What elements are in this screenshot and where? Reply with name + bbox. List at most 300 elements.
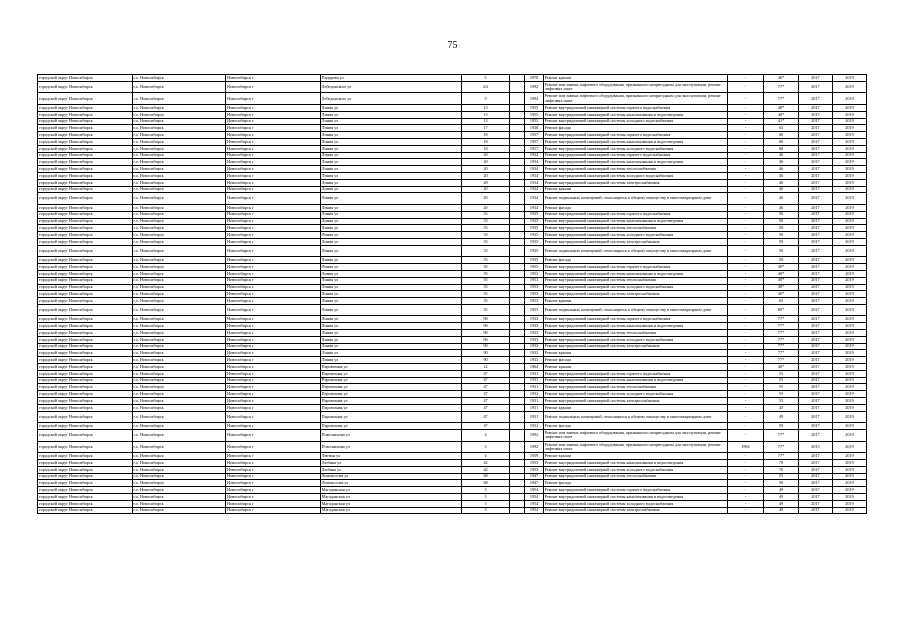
street-cell: Паровозная ул [320,398,462,405]
wear-percent-cell: 50 [764,232,799,239]
housing-cell [509,232,525,239]
last-repair-cell: - [727,245,763,257]
settlement-cell: г.о. Новосибирск [132,111,226,118]
street-cell: Линия ул [320,204,462,211]
table-row [38,284,867,291]
house-number-cell: 35 [462,291,509,298]
locality-cell: Новосибирск г [226,480,321,487]
period-start-cell: 2017 [798,225,832,232]
house-number-cell: 4 [462,453,509,460]
last-repair-cell: - [727,411,763,423]
table-row [38,179,867,186]
house-number-cell: 33 [462,238,509,245]
wear-percent-cell: 40* [764,284,799,291]
municipality-cell: городской округ Новосибирск [38,125,133,132]
street-cell: Линия ул [320,357,462,364]
housing-cell [509,75,525,82]
settlement-cell: г.о. Новосибирск [132,507,226,514]
municipality-cell: городской округ Новосибирск [38,404,133,411]
housing-cell [509,111,525,118]
last-repair-cell: - [727,494,763,501]
housing-cell [509,138,525,145]
housing-cell [509,404,525,411]
last-repair-cell: - [727,370,763,377]
period-start-cell: 2017 [798,204,832,211]
period-start-cell: 2017 [798,411,832,423]
house-number-cell: 20 [462,193,509,205]
municipality-cell: городской округ Новосибирск [38,298,133,305]
work-type-cell: Ремонт фасада [543,480,727,487]
period-start-cell: 2017 [798,245,832,257]
housing-cell [509,507,525,514]
municipality-cell: городской округ Новосибирск [38,75,133,82]
period-end-cell: 2019 [832,232,866,239]
work-type-cell: Ремонт внутридомовой инженерной системы канализования и водоотведения [543,377,727,384]
settlement-cell: г.о. Новосибирск [132,166,226,173]
last-repair-cell: - [727,304,763,316]
house-number-cell: 68 [462,473,509,480]
period-end-cell: 2019 [832,364,866,371]
period-start-cell: 2017 [798,93,832,105]
work-type-cell: Ремонт или замена лифтового оборудования, признанного непригодным для эксплуатации, ремонт лифтовых шахт [543,93,727,105]
locality-cell: Новосибирск г [226,466,321,473]
last-repair-cell: - [727,132,763,139]
work-type-cell: Ремонт крыши [543,298,727,305]
municipality-cell: городской округ Новосибирск [38,118,133,125]
housing-cell [509,186,525,193]
settlement-cell: г.о. Новосибирск [132,411,226,423]
period-end-cell: 2019 [832,291,866,298]
work-type-cell: Ремонт внутридомовой инженерной системы теплоснабжения [543,277,727,284]
municipality-cell: городской округ Новосибирск [38,507,133,514]
table-row [38,473,867,480]
house-number-cell: 20 [462,179,509,186]
street-cell: Лебединского ул [320,81,462,93]
municipality-cell: городской округ Новосибирск [38,398,133,405]
period-end-cell: 2019 [832,270,866,277]
wear-percent-cell: 41* [764,118,799,125]
last-repair-cell: - [727,186,763,193]
housing-cell [509,284,525,291]
period-end-cell: 2019 [832,104,866,111]
period-end-cell: 2019 [832,211,866,218]
settlement-cell: г.о. Новосибирск [132,211,226,218]
table-row [38,125,867,132]
table-row [38,145,867,152]
municipality-cell: городской округ Новосибирск [38,270,133,277]
house-number-cell: 90 [462,350,509,357]
period-end-cell: 2019 [832,125,866,132]
street-cell: Линия ул [320,264,462,271]
period-end-cell: 2019 [832,507,866,514]
period-end-cell: 2019 [832,323,866,330]
house-number-cell: 90 [462,323,509,330]
municipality-cell: городской округ Новосибирск [38,391,133,398]
house-number-cell: 47 [462,384,509,391]
work-type-cell: Ремонт фасада [543,204,727,211]
built-year-cell: 1935 [525,232,543,239]
built-year-cell: 1933 [525,350,543,357]
period-start-cell: 2017 [798,316,832,323]
period-end-cell: 2019 [832,138,866,145]
housing-cell [509,430,525,442]
house-number-cell: 35 [462,298,509,305]
built-year-cell: 1957 [525,138,543,145]
table-row [38,118,867,125]
last-repair-cell: - [727,330,763,337]
table-row [38,132,867,139]
street-cell: Линия ул [320,218,462,225]
last-repair-cell: - [727,264,763,271]
work-type-cell: Ремонт подвальных помещений, относящихся к общему имуществу в многоквартирном доме [543,245,727,257]
period-end-cell: 2019 [832,225,866,232]
wear-percent-cell: 50 [764,211,799,218]
locality-cell: Новосибирск г [226,138,321,145]
wear-percent-cell: 50 [764,238,799,245]
settlement-cell: г.о. Новосибирск [132,284,226,291]
table-row [38,291,867,298]
last-repair-cell: - [727,138,763,145]
housing-cell [509,480,525,487]
built-year-cell: 1931 [525,391,543,398]
housing-cell [509,357,525,364]
locality-cell: Новосибирск г [226,238,321,245]
settlement-cell: г.о. Новосибирск [132,172,226,179]
last-repair-cell: - [727,81,763,93]
housing-cell [509,473,525,480]
period-end-cell: 2019 [832,186,866,193]
period-start-cell: 2017 [798,145,832,152]
last-repair-cell: - [727,284,763,291]
last-repair-cell: - [727,193,763,205]
street-cell: Линия ул [320,238,462,245]
period-start-cell: 2017 [798,404,832,411]
municipality-cell: городской округ Новосибирск [38,152,133,159]
period-end-cell: 2019 [832,159,866,166]
last-repair-cell: - [727,487,763,494]
municipality-cell: городской округ Новосибирск [38,494,133,501]
built-year-cell: 1934 [525,159,543,166]
built-year-cell: 1934 [525,179,543,186]
built-year-cell: 1953 [525,466,543,473]
housing-cell [509,193,525,205]
housing-cell [509,204,525,211]
table-row [38,93,867,105]
last-repair-cell: - [727,350,763,357]
table-row [38,172,867,179]
last-repair-cell: - [727,93,763,105]
housing-cell [509,125,525,132]
municipality-cell: городской округ Новосибирск [38,430,133,442]
period-end-cell: 2019 [832,284,866,291]
wear-percent-cell: 55 [764,377,799,384]
last-repair-cell: - [727,377,763,384]
period-start-cell: 2017 [798,298,832,305]
period-start-cell: 2017 [798,494,832,501]
house-number-cell: 20 [462,186,509,193]
municipality-cell: городской округ Новосибирск [38,336,133,343]
municipality-cell: городской округ Новосибирск [38,245,133,257]
period-start-cell: 2017 [798,500,832,507]
house-number-cell: 3 [462,441,509,453]
work-type-cell: Ремонт фасада [543,357,727,364]
locality-cell: Новосибирск г [226,291,321,298]
built-year-cell: 1935 [525,238,543,245]
housing-cell [509,350,525,357]
municipality-cell: городской округ Новосибирск [38,357,133,364]
period-end-cell: 2019 [832,264,866,271]
work-type-cell: Ремонт внутридомовой инженерной системы горячего водоснабжения [543,487,727,494]
locality-cell: Новосибирск г [226,159,321,166]
period-start-cell: 2017 [798,364,832,371]
period-start-cell: 2017 [798,384,832,391]
work-type-cell: Ремонт внутридомовой инженерной системы теплоснабжения [543,330,727,337]
house-number-cell: 35 [462,264,509,271]
locality-cell: Новосибирск г [226,330,321,337]
housing-cell [509,398,525,405]
period-end-cell: 2019 [832,350,866,357]
period-end-cell: 2019 [832,145,866,152]
settlement-cell: г.о. Новосибирск [132,453,226,460]
house-number-cell: 2 [462,430,509,442]
period-start-cell: 2017 [798,377,832,384]
last-repair-cell: - [727,166,763,173]
wear-percent-cell: 49 [764,494,799,501]
last-repair-cell: - [727,238,763,245]
municipality-cell: городской округ Новосибирск [38,204,133,211]
wear-percent-cell: 49 [764,411,799,423]
municipality-cell: городской округ Новосибирск [38,225,133,232]
street-cell: Линия ул [320,104,462,111]
built-year-cell: 1933 [525,336,543,343]
period-start-cell: 2017 [798,211,832,218]
last-repair-cell: - [727,159,763,166]
settlement-cell: г.о. Новосибирск [132,357,226,364]
house-number-cell: 3 [462,500,509,507]
locality-cell: Новосибирск г [226,323,321,330]
municipality-cell: городской округ Новосибирск [38,423,133,430]
built-year-cell: 1933 [525,343,543,350]
street-cell: Любина ул [320,460,462,467]
table-row [38,304,867,316]
locality-cell: Новосибирск г [226,350,321,357]
period-start-cell: 2017 [798,232,832,239]
housing-cell [509,460,525,467]
street-cell: Линия ул [320,245,462,257]
municipality-cell: городской округ Новосибирск [38,145,133,152]
table-row [38,377,867,384]
work-type-cell: Ремонт внутридомовой инженерной системы горячего водоснабжения [543,132,727,139]
housing-cell [509,291,525,298]
last-repair-cell: - [727,232,763,239]
municipality-cell: городской округ Новосибирск [38,179,133,186]
municipality-cell: городской округ Новосибирск [38,238,133,245]
house-number-cell: 33 [462,257,509,264]
last-repair-cell: - [727,179,763,186]
work-type-cell: Ремонт внутридомовой инженерной системы теплоснабжения [543,384,727,391]
house-number-cell: 47 [462,404,509,411]
work-type-cell: Ремонт внутридомовой инженерной системы теплоснабжения [543,225,727,232]
housing-cell [509,264,525,271]
table-row [38,75,867,82]
table-row [38,166,867,173]
table-row [38,460,867,467]
wear-percent-cell: 55 [764,384,799,391]
period-start-cell: 2017 [798,430,832,442]
built-year-cell: 1953 [525,298,543,305]
work-type-cell: Ремонт внутридомовой инженерной системы электроснабжения [543,291,727,298]
municipality-cell: городской округ Новосибирск [38,138,133,145]
last-repair-cell: - [727,111,763,118]
wear-percent-cell: 70 [764,460,799,467]
period-end-cell: 2019 [832,81,866,93]
built-year-cell: 1935 [525,257,543,264]
built-year-cell: 1947 [525,473,543,480]
table-row [38,264,867,271]
wear-percent-cell: 63 [764,125,799,132]
wear-percent-cell: 55 [764,391,799,398]
work-type-cell: Ремонт внутридомовой инженерной системы электроснабжения [543,343,727,350]
work-type-cell: Ремонт крыши [543,350,727,357]
table-row [38,111,867,118]
work-type-cell: Ремонт внутридомовой инженерной системы холодного водоснабжения [543,284,727,291]
work-type-cell: Ремонт подвальных помещений, относящихся к общему имуществу в многоквартирном доме [543,411,727,423]
wear-percent-cell: 49 [764,487,799,494]
built-year-cell: 1992 [525,441,543,453]
house-number-cell: 42 [462,466,509,473]
municipality-cell: городской округ Новосибирск [38,291,133,298]
settlement-cell: г.о. Новосибирск [132,138,226,145]
house-number-cell: 5 [462,93,509,105]
table-row [38,350,867,357]
period-start-cell: 2017 [798,304,832,316]
street-cell: Пядарова ул [320,75,462,82]
housing-cell [509,441,525,453]
housing-cell [509,423,525,430]
street-cell: Магаданская ул [320,507,462,514]
work-type-cell: Ремонт внутридомовой инженерной системы горячего водоснабжения [543,152,727,159]
housing-cell [509,487,525,494]
locality-cell: Новосибирск г [226,152,321,159]
locality-cell: Новосибирск г [226,132,321,139]
period-start-cell: 2017 [798,138,832,145]
built-year-cell: 1955 [525,104,543,111]
period-start-cell: 2017 [798,507,832,514]
last-repair-cell: - [727,316,763,323]
settlement-cell: г.о. Новосибирск [132,398,226,405]
locality-cell: Новосибирск г [226,211,321,218]
work-type-cell: Ремонт внутридомовой инженерной системы горячего водоснабжения [543,104,727,111]
housing-cell [509,225,525,232]
street-cell: Ломоносова ул [320,480,462,487]
wear-percent-cell: 77* [764,336,799,343]
table-row [38,357,867,364]
street-cell: Паровозная ул [320,423,462,430]
last-repair-cell: - [727,336,763,343]
wear-percent-cell: 40* [764,291,799,298]
built-year-cell: 1934 [525,193,543,205]
last-repair-cell: - [727,323,763,330]
last-repair-cell: - [727,298,763,305]
settlement-cell: г.о. Новосибирск [132,277,226,284]
house-number-cell: 13 [462,118,509,125]
work-type-cell: Ремонт внутридомовой инженерной системы холодного водоснабжения [543,391,727,398]
wear-percent-cell: 77* [764,357,799,364]
settlement-cell: г.о. Новосибирск [132,370,226,377]
work-type-cell: Ремонт внутридомовой инженерной системы холодного водоснабжения [543,466,727,473]
locality-cell: Новосибирск г [226,404,321,411]
housing-cell [509,377,525,384]
housing-cell [509,364,525,371]
last-repair-cell: - [727,225,763,232]
housing-cell [509,179,525,186]
house-number-cell: 35 [462,270,509,277]
period-start-cell: 2017 [798,330,832,337]
settlement-cell: г.о. Новосибирск [132,132,226,139]
settlement-cell: г.о. Новосибирск [132,316,226,323]
housing-cell [509,257,525,264]
settlement-cell: г.о. Новосибирск [132,238,226,245]
street-cell: Линия ул [320,193,462,205]
built-year-cell: 1954 [525,500,543,507]
house-number-cell: 33 [462,225,509,232]
municipality-cell: городской округ Новосибирск [38,257,133,264]
wear-percent-cell: 50 [764,257,799,264]
municipality-cell: городской округ Новосибирск [38,264,133,271]
house-number-cell: 2/2 [462,81,509,93]
period-end-cell: 2019 [832,370,866,377]
locality-cell: Новосибирск г [226,93,321,105]
wear-percent-cell: 77* [764,350,799,357]
built-year-cell: 1953 [525,264,543,271]
locality-cell: Новосибирск г [226,377,321,384]
work-type-cell: Ремонт крыши [543,364,727,371]
housing-cell [509,500,525,507]
wear-percent-cell: 50 [764,225,799,232]
table-row [38,218,867,225]
period-start-cell: 2017 [798,159,832,166]
street-cell: Линия ул [320,159,462,166]
period-start-cell: 2017 [798,291,832,298]
locality-cell: Новосибирск г [226,125,321,132]
street-cell: Паровозная ул [320,411,462,423]
work-type-cell: Ремонт подвальных помещений, относящихся к общему имуществу в многоквартирном доме [543,304,727,316]
house-number-cell: 68 [462,480,509,487]
municipality-cell: городской округ Новосибирск [38,218,133,225]
work-type-cell: Ремонт внутридомовой инженерной системы холодного водоснабжения [543,232,727,239]
street-cell: Линия ул [320,225,462,232]
house-number-cell: 47 [462,377,509,384]
built-year-cell: 1931 [525,423,543,430]
period-end-cell: 2019 [832,404,866,411]
last-repair-cell: - [727,118,763,125]
wear-percent-cell: 46 [764,204,799,211]
housing-cell [509,277,525,284]
settlement-cell: г.о. Новосибирск [132,264,226,271]
settlement-cell: г.о. Новосибирск [132,500,226,507]
work-type-cell: Ремонт внутридомовой инженерной системы теплоснабжения [543,473,727,480]
settlement-cell: г.о. Новосибирск [132,377,226,384]
wear-percent-cell: 77* [764,93,799,105]
housing-cell [509,370,525,377]
house-number-cell: 20 [462,166,509,173]
work-type-cell: Ремонт внутридомовой инженерной системы канализования и водоотведения [543,159,727,166]
period-start-cell: 2017 [798,179,832,186]
wear-percent-cell: 77* [764,316,799,323]
housing-cell [509,93,525,105]
period-start-cell: 2017 [798,480,832,487]
street-cell: Линия ул [320,257,462,264]
